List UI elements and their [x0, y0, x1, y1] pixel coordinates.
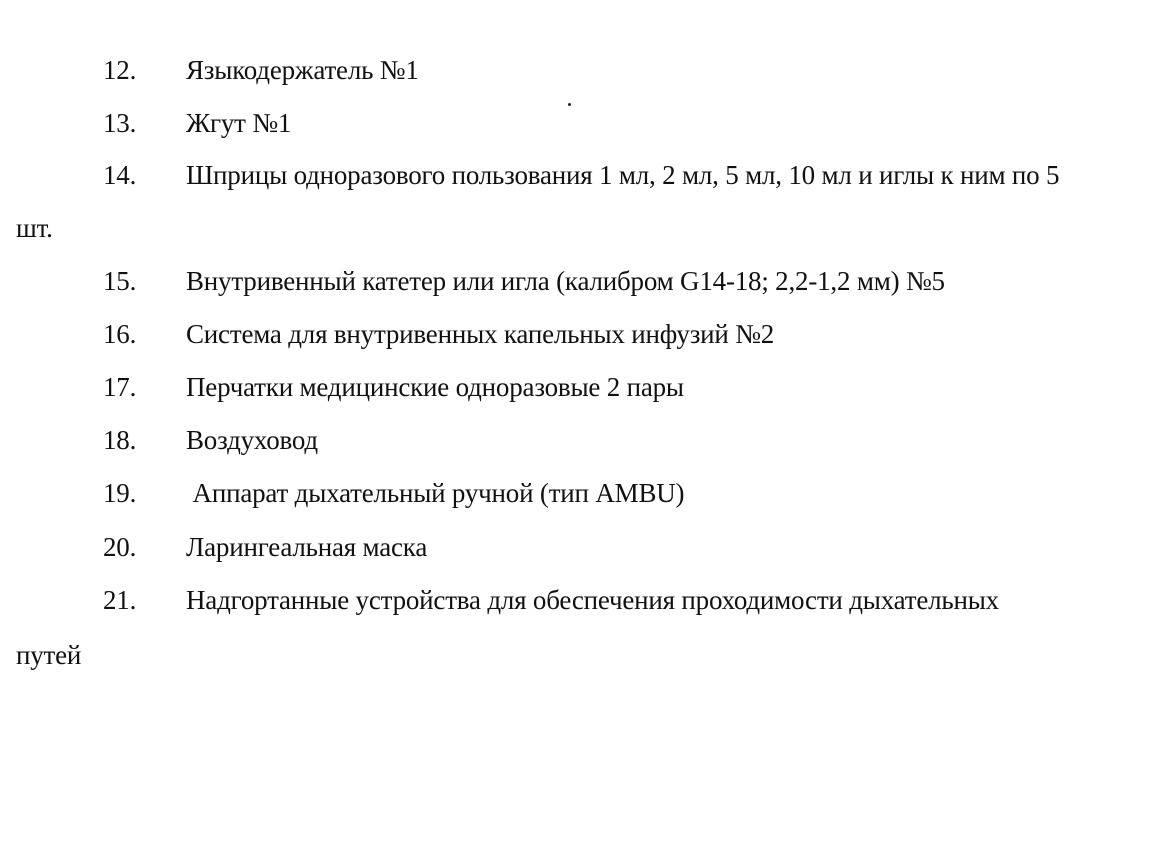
item-14-continuation: шт. [16, 213, 53, 243]
stray-dot [568, 103, 571, 106]
item-19-number: 19. [103, 478, 137, 508]
item-15-number: 15. [103, 266, 137, 296]
item-16-number: 16. [103, 319, 137, 349]
item-19-text: Аппарат дыхательный ручной (тип AMBU) [186, 478, 685, 508]
item-17-text: Перчатки медицинские одноразовые 2 пары [186, 372, 684, 402]
item-14-number: 14. [103, 160, 137, 190]
item-21-text: Надгортанные устройства для обеспечения проходимости дыхательных [186, 585, 999, 615]
item-18-text: Воздуховод [186, 425, 318, 455]
item-14-text: Шприцы одноразового пользования 1 мл, 2 мл, 5 мл, 10 мл и иглы к ним по 5 [186, 160, 1060, 190]
item-18-number: 18. [103, 425, 137, 455]
item-21-continuation: путей [16, 640, 82, 670]
item-13-text: Жгут №1 [186, 108, 292, 138]
item-21-number: 21. [103, 585, 137, 615]
item-12-text: Языкодержатель №1 [186, 55, 419, 85]
item-20-text: Ларингеальная маска [186, 532, 428, 562]
item-12-number: 12. [103, 55, 137, 85]
item-15-text: Внутривенный катетер или игла (калибром G14-18; 2,2-1,2 мм) №5 [186, 266, 945, 296]
item-20-number: 20. [103, 532, 137, 562]
item-13-number: 13. [103, 108, 137, 138]
item-17-number: 17. [103, 372, 137, 402]
item-16-text: Система для внутривенных капельных инфузий №2 [186, 319, 775, 349]
